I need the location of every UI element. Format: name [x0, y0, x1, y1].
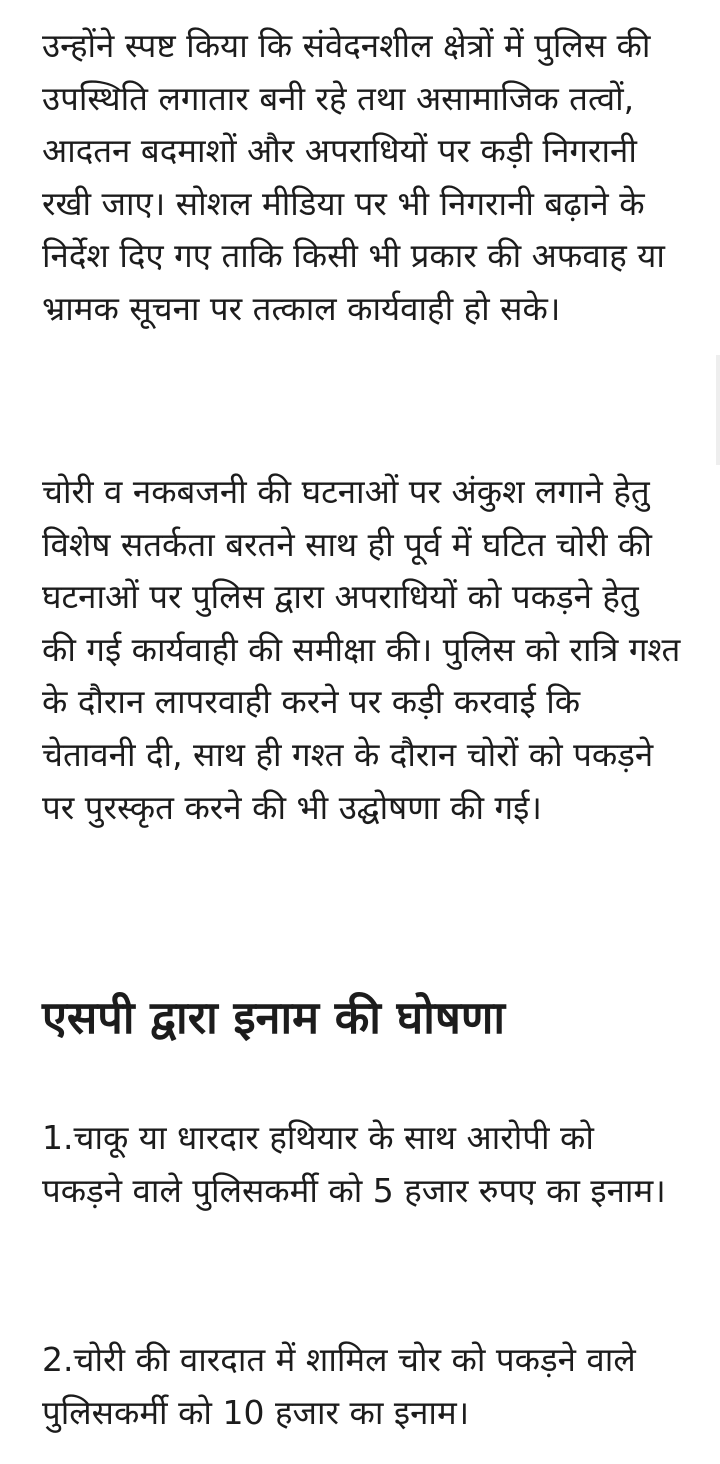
article-paragraph-1: उन्होंने स्पष्ट किया कि संवेदनशील क्षेत्रों में पुलिस की उपस्थिति लगातार बनी रहे तथा असामाजिक तत्वों, आदतन बदमाशों और अपराधियों पर कड़ी निगरानी रखी जाए। सोशल मीडिया पर भी निगरानी बढ़ाने के निर्देश दिए गए ताकि किसी भी प्रकार की अफवाह या भ्रामक सूचना पर तत्काल कार्यवाही हो सके।	[42, 26, 665, 328]
section-heading-reward: एसपी द्वारा इनाम की घोषणा	[42, 991, 506, 1044]
article-paragraph-2: चोरी व नकबजनी की घटनाओं पर अंकुश लगाने हेतु विशेष सतर्कता बरतने साथ ही पूर्व में घटित चोरी की घटनाओं पर पुलिस द्वारा अपराधियों को पकड़ने हेतु की गई कार्यवाही की समीक्षा की। पुलिस को रात्रि गश्त के दौरान लापरवाही करने पर कड़ी करवाई कि चेतावनी दी, साथ ही गश्त के दौरान चोरों को पकड़ने पर पुरस्कृत करने की भी उद्घोषणा की गई।	[42, 472, 681, 827]
reward-item-2: 2.चोरी की वारदात में शामिल चोर को पकड़ने वाले पुलिसकर्मी को 10 हजार का इनाम।	[42, 1340, 636, 1432]
scroll-indicator[interactable]	[716, 355, 720, 465]
reward-item-1: 1.चाकू या धारदार हथियार के साथ आरोपी को पकड़ने वाले पुलिसकर्मी को 5 हजार रुपए का इनाम।	[42, 1118, 666, 1210]
